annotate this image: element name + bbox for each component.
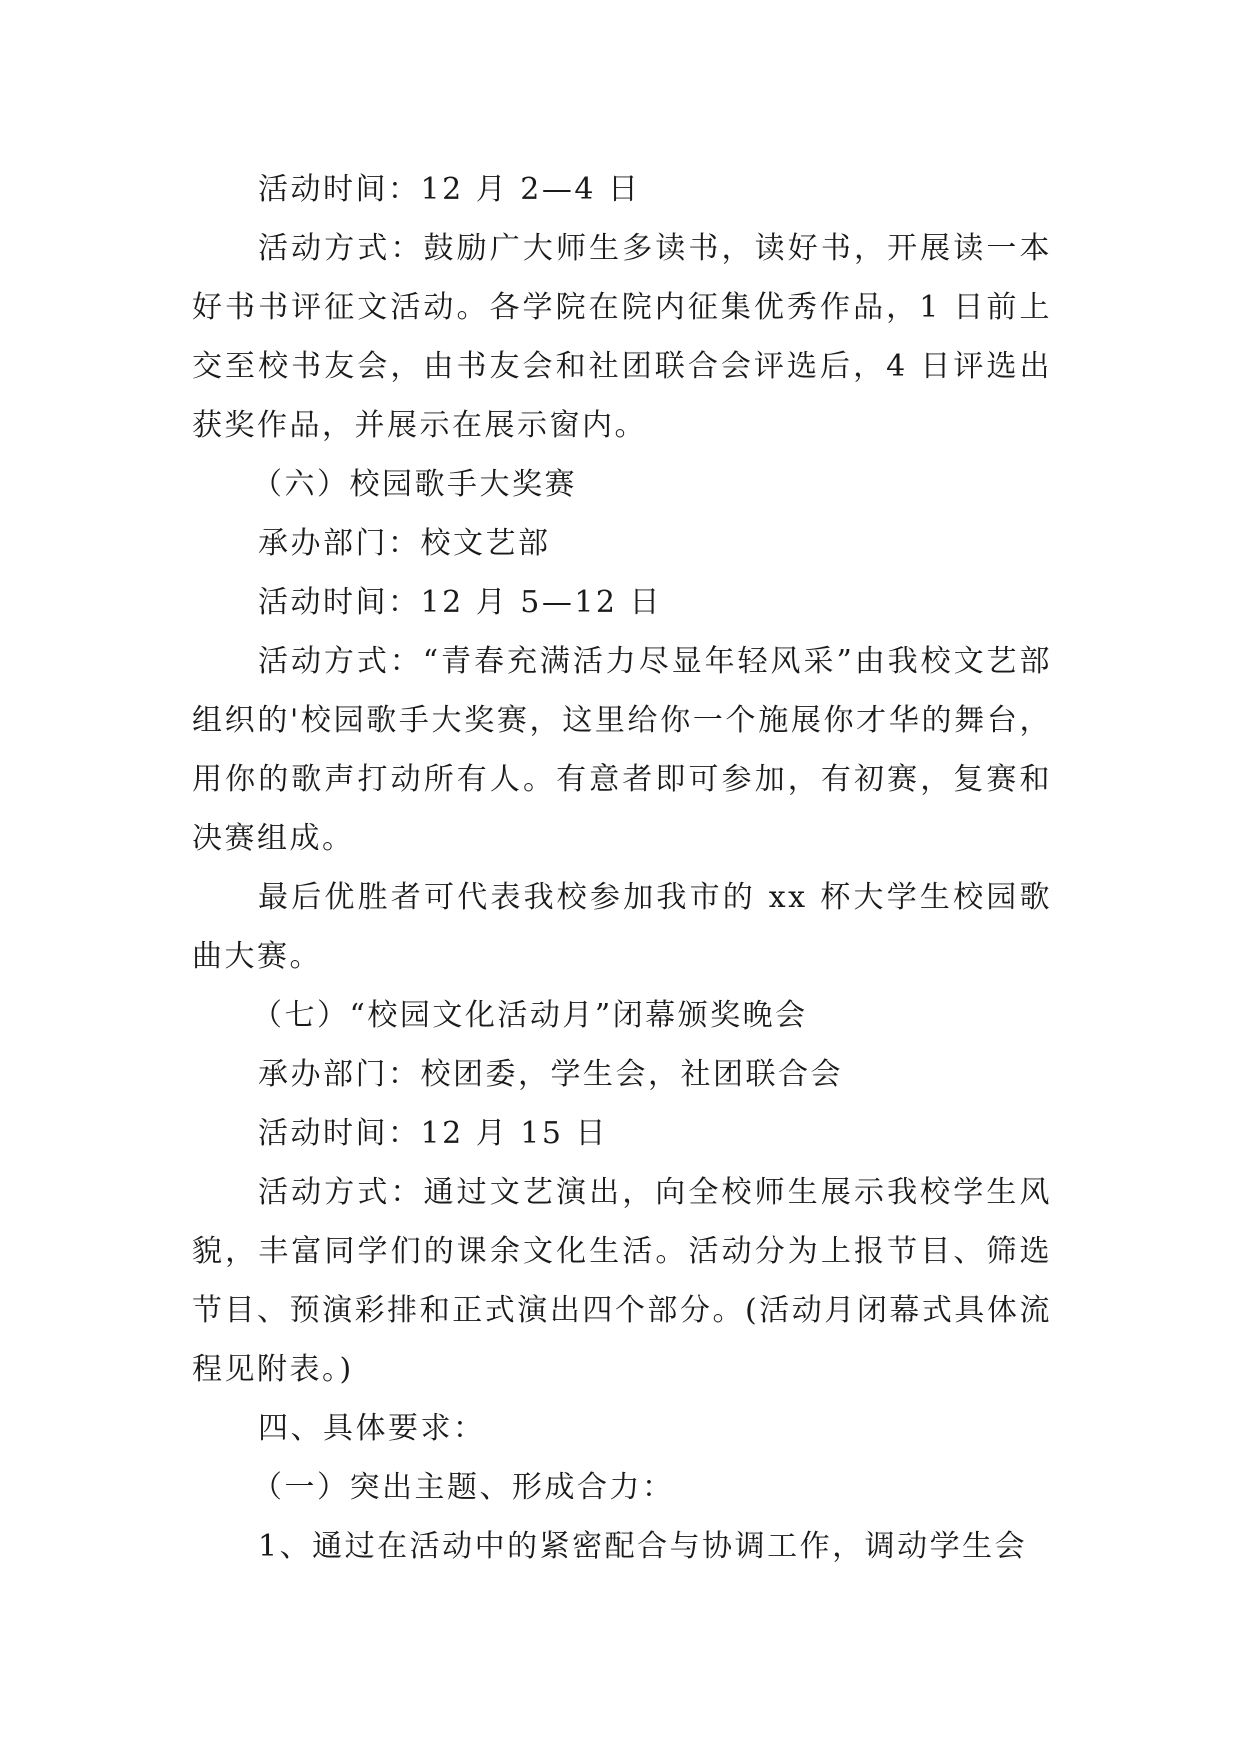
organizer-line: 承办部门：校文艺部: [258, 526, 551, 561]
activity-time-line: 活动时间：12 月 2—4 日: [258, 172, 641, 207]
activity-time-line: 活动时间：12 月 15 日: [258, 1116, 608, 1151]
activity-time-line: 活动时间：12 月 5—12 日: [258, 585, 663, 620]
activity-method-paragraph: 活动方式：鼓励广大师生多读书，读好书，开展读一本好书书评征文活动。各学院在院内征集优秀作品，1 日前上交至校书友会，由书友会和社团联合会评选后，4 日评选出获奖作品，并展示在展示窗内。: [192, 231, 1052, 443]
subsection-heading-one: （一）突出主题、形成合力：: [252, 1470, 675, 1505]
section-heading-seven: （七）“校园文化活动月”闭幕颁奖晚会: [252, 998, 808, 1033]
activity-method-paragraph: 活动方式：通过文艺演出，向全校师生展示我校学生风貌，丰富同学们的课余文化生活。活动分为上报节目、筛选节目、预演彩排和正式演出四个部分。(活动月闭幕式具体流程见附表。): [192, 1175, 1052, 1387]
document-body: [192, 160, 1052, 1576]
activity-method-paragraph: 活动方式：“青春充满活力尽显年轻风采”由我校文艺部组织的'校园歌手大奖赛，这里给你一个施展你才华的舞台，用你的歌声打动所有人。有意者即可参加，有初赛，复赛和决赛组成。: [192, 644, 1052, 856]
list-item-one: 1、通过在活动中的紧密配合与协调工作，调动学生会: [258, 1529, 1028, 1564]
organizer-line: 承办部门：校团委，学生会，社团联合会: [258, 1057, 843, 1092]
section-heading-six: （六）校园歌手大奖赛: [252, 467, 577, 502]
winner-paragraph: 最后优胜者可代表我校参加我市的 xx 杯大学生校园歌曲大赛。: [192, 880, 1052, 974]
section-heading-requirements: 四、具体要求：: [258, 1411, 486, 1446]
